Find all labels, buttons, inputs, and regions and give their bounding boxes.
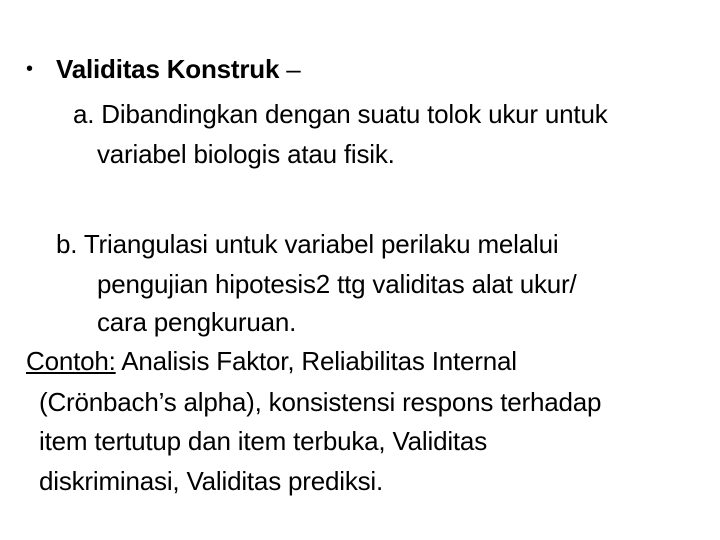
heading-line [56,52,301,86]
heading-dash: – [279,54,301,84]
item-b-line-1: b. Triangulasi untuk variabel perilaku melalui [56,229,559,259]
item-a-line-1: a. Dibandingkan dengan suatu tolok ukur untuk [73,99,608,129]
item-b-line-2: pengujian hipotesis2 ttg validitas alat ukur/ [97,269,577,299]
example-line-2: (Crönbach’s alpha), konsistensi respons terhadap [39,387,602,417]
example-text-1: Analisis Faktor, Reliabilitas Internal [115,346,517,376]
heading-title: Validitas Konstruk [56,54,280,84]
example-label: Contoh: [26,346,116,376]
item-b-line-3: cara pengkuruan. [97,307,297,337]
example-line-1 [26,344,517,378]
example-line-3: item tertutup dan item terbuka, Validitas [39,426,487,456]
bullet-marker: • [26,58,34,80]
example-line-4: diskriminasi, Validitas prediksi. [39,466,384,496]
item-a-line-2: variabel biologis atau fisik. [97,139,395,169]
